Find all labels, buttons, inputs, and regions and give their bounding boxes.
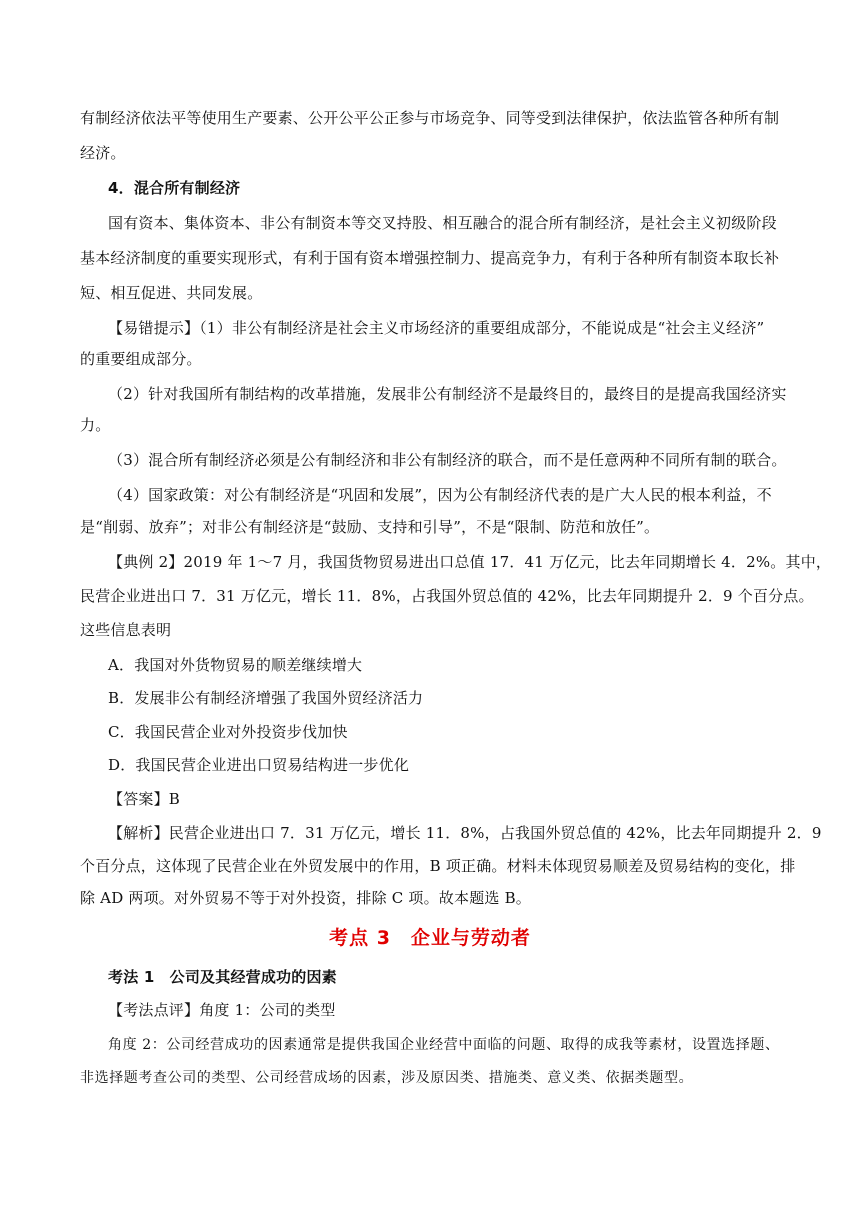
paragraph-line: （2）针对我国所有制结构的改革措施，发展非公有制经济不是最终目的，最终目的是提高我国经济实 bbox=[108, 385, 787, 403]
paragraph-line: 有制经济依法平等使用生产要素、公开公平公正参与市场竞争、同等受到法律保护，依法监管各种所有制 bbox=[80, 109, 780, 127]
option-a: A．我国对外货物贸易的顺差继续增大 bbox=[108, 656, 363, 674]
subheading-mixed-ownership: 4．混合所有制经济 bbox=[108, 179, 241, 197]
paragraph-line: 这些信息表明 bbox=[80, 621, 172, 639]
analysis-paragraph: 【解析】民营企业进出口 7．31 万亿元，增长 11．8%，占我国外贸总值的 42%，比去年同期提升 2．9 bbox=[108, 824, 822, 842]
paragraph-line: 短、相互促进、共同发展。 bbox=[80, 284, 263, 302]
method-heading: 考法 1 公司及其经营成功的因素 bbox=[108, 968, 337, 986]
paragraph-line: （3）混合所有制经济必须是公有制经济和非公有制经济的联合，而不是任意两种不同所有制的联合。 bbox=[108, 451, 787, 469]
paragraph-line: 个百分点，这体现了民营企业在外贸发展中的作用，B 项正确。材料未体现贸易顺差及贸易结构的变化，排 bbox=[80, 857, 796, 875]
paragraph-line: 国有资本、集体资本、非公有制资本等交叉持股、相互融合的混合所有制经济，是社会主义初级阶段 bbox=[108, 214, 777, 232]
paragraph-line: 角度 2：公司经营成功的因素通常是提供我国企业经营中面临的问题、取得的成我等素材，设置选择题、 bbox=[108, 1037, 780, 1053]
option-c: C．我国民营企业对外投资步伐加快 bbox=[108, 723, 348, 741]
paragraph-line: 除 AD 两项。对外贸易不等于对外投资，排除 C 项。故本题选 B。 bbox=[80, 889, 532, 907]
section-title: 考点 3 企业与劳动者 bbox=[329, 927, 531, 949]
option-d: D．我国民营企业进出口贸易结构进一步优化 bbox=[108, 756, 410, 774]
error-tip-paragraph: 【易错提示】（1）非公有制经济是社会主义市场经济的重要组成部分，不能说成是“社会主义经济” bbox=[108, 319, 765, 337]
option-b: B．发展非公有制经济增强了我国外贸经济活力 bbox=[108, 689, 424, 707]
method-review: 【考法点评】角度 1：公司的类型 bbox=[108, 1001, 336, 1019]
paragraph-line: 经济。 bbox=[80, 144, 126, 162]
paragraph-line: 民营企业进出口 7．31 万亿元，增长 11．8%，占我国外贸总值的 42%，比去年同期提升 2．9 个百分点。 bbox=[80, 587, 814, 605]
example-question: 【典例 2】2019 年 1～7 月，我国货物贸易进出口总值 17．41 万亿元，比去年同期增长 4．2%。其中， bbox=[108, 553, 832, 571]
paragraph-line: 的重要组成部分。 bbox=[80, 350, 202, 368]
paragraph-line: 是“削弱、放弃”；对非公有制经济是“鼓励、支持和引导”，不是“限制、防范和放任”。 bbox=[80, 518, 660, 536]
paragraph-line: （4）国家政策：对公有制经济是“巩固和发展”，因为公有制经济代表的是广大人民的根本利益，不 bbox=[108, 486, 772, 504]
paragraph-line: 基本经济制度的重要实现形式，有利于国有资本增强控制力、提高竞争力，有利于各种所有制资本取长补 bbox=[80, 249, 780, 267]
answer-line: 【答案】B bbox=[108, 790, 181, 808]
paragraph-line: 非选择题考查公司的类型、公司经营成场的因素，涉及原因类、措施类、意义类、依据类题型。 bbox=[80, 1070, 694, 1086]
paragraph-line: 力。 bbox=[80, 416, 111, 434]
